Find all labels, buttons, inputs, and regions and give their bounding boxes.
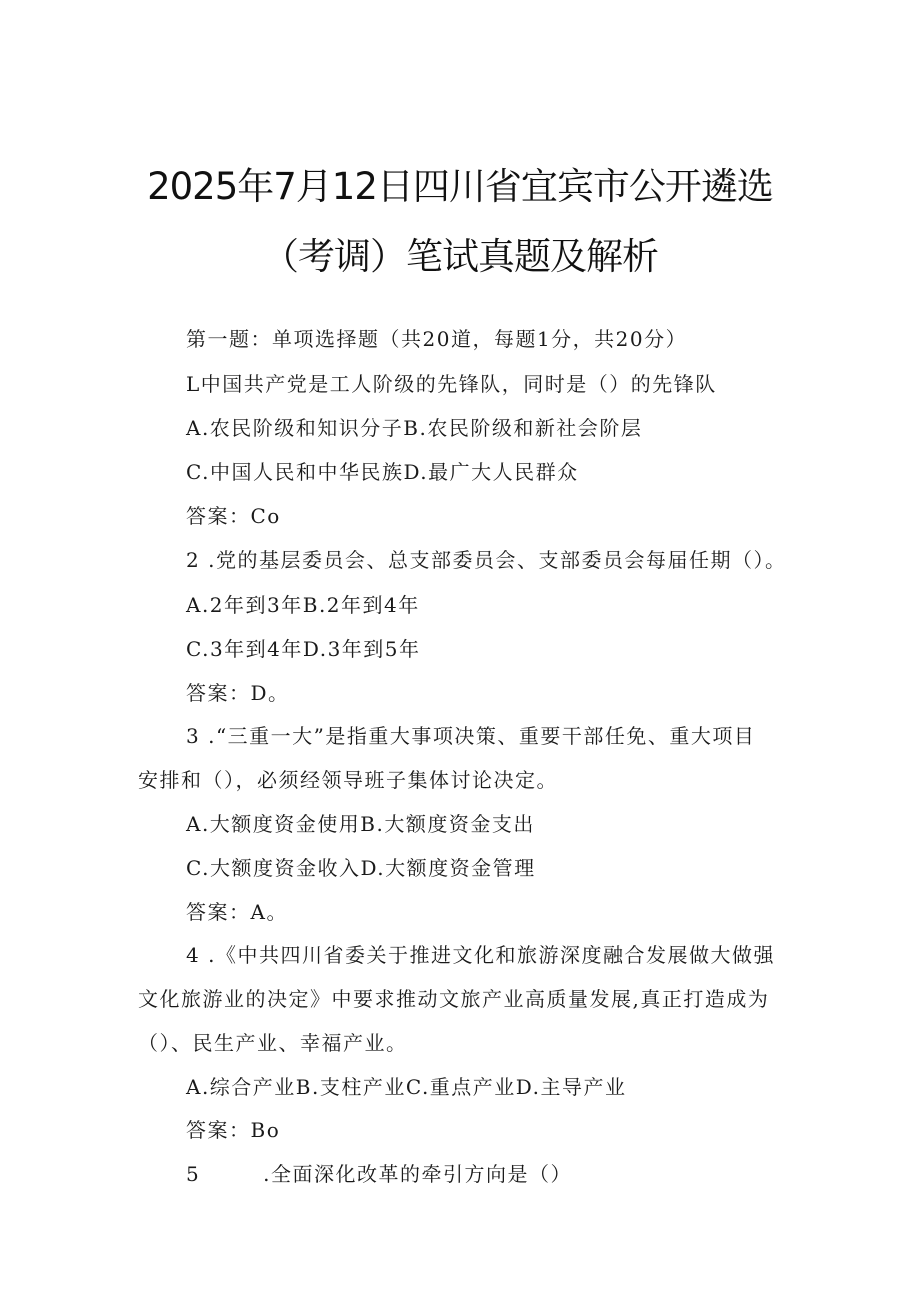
question-2-stem: 2 .党的基层委员会、总支部委员会、支部委员会每届任期（）。 [186, 548, 787, 572]
question-1-answer: 答案：Co [186, 504, 281, 528]
question-1-options-line-2: C.中国人民和中华民族D.最广大人民群众 [186, 460, 579, 484]
question-4-answer: 答案：Bo [186, 1118, 281, 1142]
question-5-stem: 5 .全面深化改革的牵引方向是（） [186, 1162, 572, 1186]
question-4-options-line-1: A.综合产业B.支柱产业C.重点产业D.主导产业 [186, 1075, 627, 1099]
question-2-options-line-2: C.3年到4年D.3年到5年 [186, 637, 421, 661]
question-2-answer: 答案：D。 [186, 681, 290, 705]
question-4-stem-line-2: 文化旅游业的决定》中要求推动文旅产业高质量发展,真正打造成为 [138, 987, 770, 1011]
question-1-stem: L中国共产党是工人阶级的先锋队，同时是（）的先锋队 [186, 372, 717, 396]
question-2-options-line-1: A.2年到3年B.2年到4年 [186, 593, 420, 617]
question-1-options-line-1: A.农民阶级和知识分子B.农民阶级和新社会阶层 [186, 416, 643, 440]
question-3-stem-line-2: 安排和（），必须经领导班子集体讨论决定。 [138, 768, 558, 792]
question-4-stem-line-1: 4 .《中共四川省委关于推进文化和旅游深度融合发展做大做强 [186, 943, 775, 967]
question-3-options-line-2: C.大额度资金收入D.大额度资金管理 [186, 856, 536, 880]
question-3-stem-line-1: 3 .“三重一大”是指重大事项决策、重要干部任免、重大项目 [186, 724, 756, 748]
section-heading: 第一题：单项选择题（共20道，每题1分，共20分） [186, 327, 688, 351]
question-3-options-line-1: A.大额度资金使用B.大额度资金支出 [186, 812, 535, 836]
question-3-answer: 答案：A。 [186, 900, 288, 924]
document-title-line-1: 2025年7月12日四川省宜宾市公开遴选 [147, 165, 773, 208]
document-title-line-2: （考调）笔试真题及解析 [262, 235, 658, 278]
question-4-stem-line-3: （）、民生产业、幸福产业。 [138, 1031, 408, 1055]
